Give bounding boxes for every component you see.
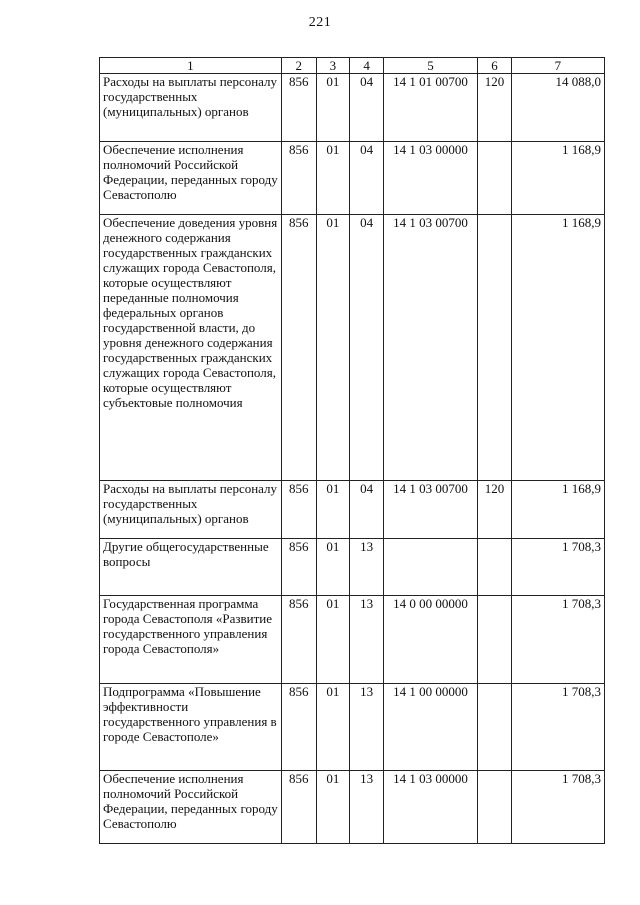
row-amount: 1 168,9	[511, 142, 604, 215]
row-dept-code: 856	[281, 74, 316, 142]
table-row	[100, 596, 605, 684]
table-row	[100, 684, 605, 771]
row-target-code	[383, 539, 477, 596]
row-amount: 1 708,3	[511, 539, 604, 596]
row-name: Обеспечение доведения уровня денежного содержания государственных гражданских служащих города Севастополя, которые осуществляют переданные полномочия федеральных органов государственной власти, до уровня денежного содержания государственных гражданских служащих города Севастополя, которые осуществляют субъектовые полномочия	[100, 215, 282, 481]
row-dept-code: 856	[281, 596, 316, 684]
header-row	[100, 58, 605, 74]
row-dept-code: 856	[281, 771, 316, 844]
table-row	[100, 771, 605, 844]
row-name: Другие общегосударственные вопросы	[100, 539, 282, 596]
row-name: Расходы на выплаты персоналу государственных (муниципальных) органов	[100, 74, 282, 142]
row-section: 01	[316, 215, 350, 481]
row-name: Расходы на выплаты персоналу государственных (муниципальных) органов	[100, 481, 282, 539]
header-col-6: 6	[478, 58, 512, 74]
table-row	[100, 539, 605, 596]
row-subsection: 04	[350, 215, 384, 481]
row-target-code: 14 1 01 00700	[383, 74, 477, 142]
header-col-3: 3	[316, 58, 350, 74]
table-row	[100, 481, 605, 539]
row-section: 01	[316, 142, 350, 215]
header-col-5: 5	[383, 58, 477, 74]
row-section: 01	[316, 771, 350, 844]
row-expense-type	[478, 215, 512, 481]
row-section: 01	[316, 684, 350, 771]
row-section: 01	[316, 74, 350, 142]
row-section: 01	[316, 539, 350, 596]
row-dept-code: 856	[281, 481, 316, 539]
row-expense-type	[478, 539, 512, 596]
row-target-code: 14 1 03 00700	[383, 215, 477, 481]
row-target-code: 14 1 03 00000	[383, 771, 477, 844]
row-expense-type	[478, 596, 512, 684]
header-col-1: 1	[100, 58, 282, 74]
row-subsection: 13	[350, 684, 384, 771]
row-amount: 1 168,9	[511, 481, 604, 539]
row-amount: 14 088,0	[511, 74, 604, 142]
row-section: 01	[316, 481, 350, 539]
row-subsection: 13	[350, 539, 384, 596]
row-name: Обеспечение исполнения полномочий Российской Федерации, переданных городу Севастополю	[100, 771, 282, 844]
row-dept-code: 856	[281, 215, 316, 481]
row-target-code: 14 1 00 00000	[383, 684, 477, 771]
row-expense-type: 120	[478, 481, 512, 539]
row-expense-type: 120	[478, 74, 512, 142]
budget-table	[99, 57, 605, 844]
row-dept-code: 856	[281, 684, 316, 771]
row-subsection: 13	[350, 596, 384, 684]
page-number: 221	[308, 15, 332, 30]
row-name: Обеспечение исполнения полномочий Российской Федерации, переданных городу Севастополю	[100, 142, 282, 215]
header-col-4: 4	[350, 58, 384, 74]
row-name: Подпрограмма «Повышение эффективности государственного управления в городе Севастополе»	[100, 684, 282, 771]
row-dept-code: 856	[281, 539, 316, 596]
row-name: Государственная программа города Севастополя «Развитие государственного управления города Севастополя»	[100, 596, 282, 684]
row-subsection: 04	[350, 74, 384, 142]
row-amount: 1 168,9	[511, 215, 604, 481]
row-target-code: 14 1 03 00000	[383, 142, 477, 215]
row-expense-type	[478, 771, 512, 844]
row-section: 01	[316, 596, 350, 684]
row-expense-type	[478, 684, 512, 771]
row-amount: 1 708,3	[511, 684, 604, 771]
row-dept-code: 856	[281, 142, 316, 215]
row-target-code: 14 0 00 00000	[383, 596, 477, 684]
row-target-code: 14 1 03 00700	[383, 481, 477, 539]
header-col-2: 2	[281, 58, 316, 74]
row-subsection: 04	[350, 481, 384, 539]
row-subsection: 13	[350, 771, 384, 844]
table-row	[100, 215, 605, 481]
row-subsection: 04	[350, 142, 384, 215]
row-expense-type	[478, 142, 512, 215]
row-amount: 1 708,3	[511, 596, 604, 684]
table-row	[100, 142, 605, 215]
header-col-7: 7	[511, 58, 604, 74]
row-amount: 1 708,3	[511, 771, 604, 844]
table-row	[100, 74, 605, 142]
